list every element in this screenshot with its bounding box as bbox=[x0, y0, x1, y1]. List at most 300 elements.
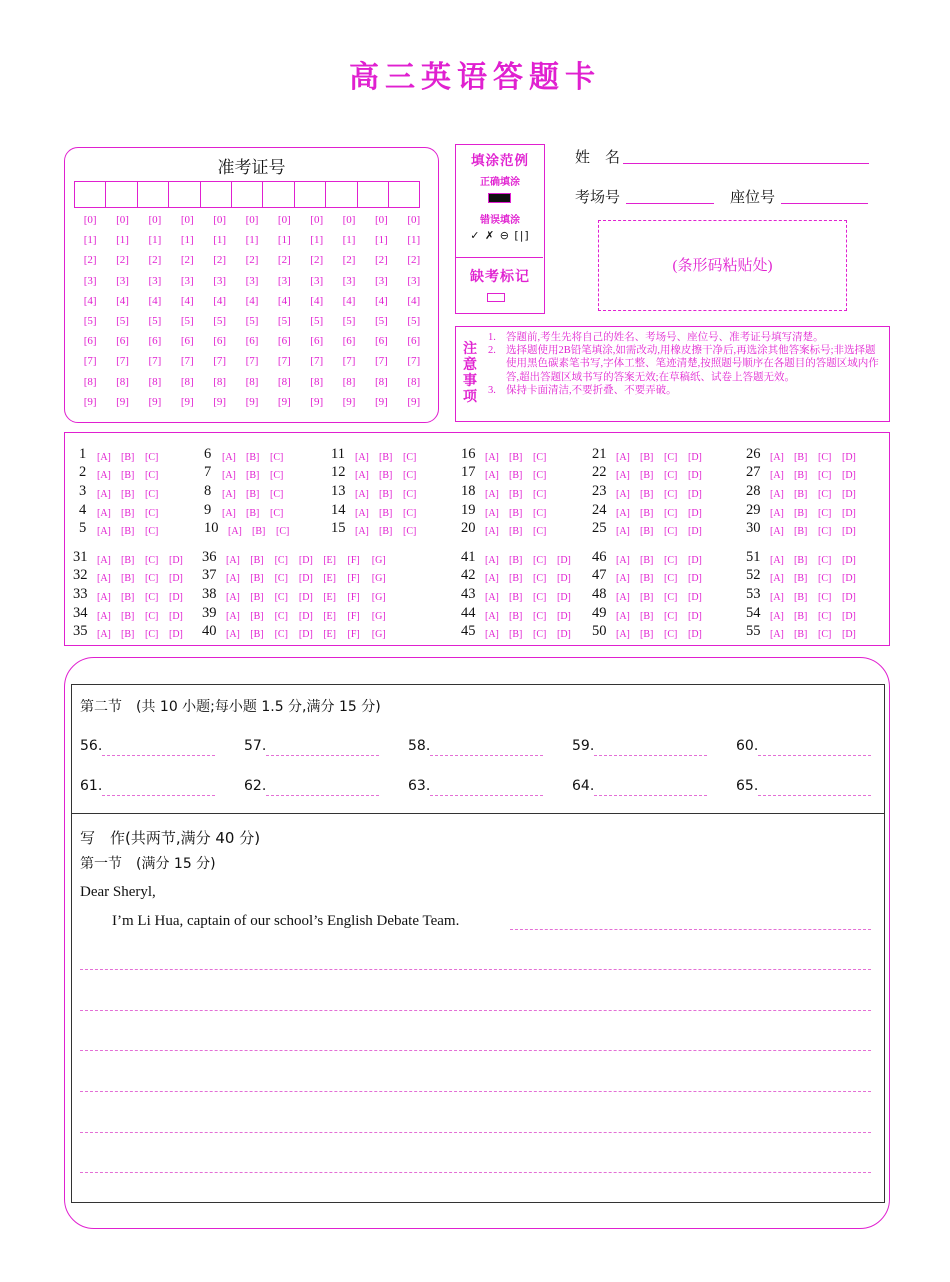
answer-bubble[interactable]: [A] bbox=[485, 489, 499, 501]
answer-bubble[interactable]: [B] bbox=[640, 489, 654, 501]
answer-bubble[interactable]: [B] bbox=[246, 507, 260, 519]
answer-bubble[interactable]: [A] bbox=[222, 470, 236, 482]
answer-bubble[interactable]: [C] bbox=[274, 629, 288, 641]
digit-bubble[interactable]: [7] bbox=[245, 355, 259, 368]
writing-line[interactable] bbox=[80, 1155, 871, 1173]
digit-bubble[interactable]: [2] bbox=[83, 254, 97, 267]
digit-bubble[interactable]: [6] bbox=[245, 335, 259, 348]
digit-bubble[interactable]: [6] bbox=[83, 335, 97, 348]
answer-bubble[interactable]: [G] bbox=[371, 573, 386, 585]
answer-bubble[interactable]: [G] bbox=[371, 610, 386, 622]
digit-bubble[interactable]: [4] bbox=[180, 294, 194, 307]
digit-bubble[interactable]: [1] bbox=[407, 234, 421, 247]
digit-bubble[interactable]: [6] bbox=[180, 335, 194, 348]
answer-bubble[interactable]: [C] bbox=[533, 451, 547, 463]
digit-bubble[interactable]: [7] bbox=[148, 355, 162, 368]
answer-bubble[interactable]: [A] bbox=[355, 526, 369, 538]
answer-bubble[interactable]: [B] bbox=[379, 507, 393, 519]
answer-bubble[interactable]: [C] bbox=[270, 470, 284, 482]
answer-bubble[interactable]: [B] bbox=[640, 507, 654, 519]
answer-bubble[interactable]: [C] bbox=[818, 451, 832, 463]
digit-bubble[interactable]: [4] bbox=[310, 294, 324, 307]
answer-bubble[interactable]: [C] bbox=[145, 470, 159, 482]
answer-bubble[interactable]: [C] bbox=[270, 451, 284, 463]
answer-bubble[interactable]: [B] bbox=[794, 592, 808, 604]
admission-id-cell[interactable] bbox=[200, 181, 232, 208]
answer-bubble[interactable]: [B] bbox=[246, 489, 260, 501]
absent-mark-box[interactable] bbox=[487, 293, 505, 302]
digit-bubble[interactable]: [1] bbox=[148, 234, 162, 247]
answer-bubble[interactable]: [D] bbox=[557, 592, 571, 604]
digit-bubble[interactable]: [8] bbox=[116, 375, 129, 388]
answer-bubble[interactable]: [C] bbox=[818, 554, 832, 566]
digit-bubble[interactable]: [5] bbox=[310, 314, 324, 327]
digit-bubble[interactable]: [2] bbox=[375, 254, 388, 267]
answer-bubble[interactable]: [B] bbox=[794, 554, 808, 566]
digit-bubble[interactable]: [0] bbox=[213, 214, 227, 226]
digit-bubble[interactable]: [5] bbox=[375, 314, 388, 327]
digit-bubble[interactable]: [1] bbox=[116, 234, 129, 247]
answer-bubble[interactable]: [D] bbox=[688, 470, 702, 482]
digit-bubble[interactable]: [0] bbox=[342, 214, 356, 226]
answer-bubble[interactable]: [D] bbox=[688, 507, 702, 519]
answer-bubble[interactable]: [B] bbox=[250, 554, 264, 566]
answer-bubble[interactable]: [B] bbox=[246, 451, 260, 463]
writing-line[interactable] bbox=[80, 1115, 871, 1133]
answer-bubble[interactable]: [C] bbox=[818, 526, 832, 538]
answer-bubble[interactable]: [A] bbox=[97, 554, 111, 566]
answer-bubble[interactable]: [C] bbox=[533, 610, 547, 622]
digit-bubble[interactable]: [6] bbox=[407, 335, 421, 348]
digit-bubble[interactable]: [8] bbox=[148, 375, 162, 388]
answer-bubble[interactable]: [C] bbox=[145, 554, 159, 566]
answer-bubble[interactable]: [A] bbox=[97, 507, 111, 519]
answer-bubble[interactable]: [B] bbox=[794, 489, 808, 501]
digit-bubble[interactable]: [4] bbox=[407, 294, 421, 307]
digit-bubble[interactable]: [0] bbox=[310, 214, 324, 226]
digit-bubble[interactable]: [8] bbox=[180, 375, 194, 388]
digit-bubble[interactable]: [6] bbox=[148, 335, 162, 348]
answer-bubble[interactable]: [B] bbox=[250, 629, 264, 641]
answer-bubble[interactable]: [D] bbox=[842, 470, 856, 482]
blank-answer-line[interactable] bbox=[758, 780, 871, 796]
answer-bubble[interactable]: [A] bbox=[616, 629, 630, 641]
answer-bubble[interactable]: [B] bbox=[246, 470, 260, 482]
answer-bubble[interactable]: [B] bbox=[121, 610, 135, 622]
digit-bubble[interactable]: [0] bbox=[148, 214, 162, 226]
answer-bubble[interactable]: [A] bbox=[226, 573, 240, 585]
answer-bubble[interactable]: [C] bbox=[274, 554, 288, 566]
answer-bubble[interactable]: [A] bbox=[616, 507, 630, 519]
answer-bubble[interactable]: [B] bbox=[509, 629, 523, 641]
digit-bubble[interactable]: [3] bbox=[277, 274, 291, 287]
answer-bubble[interactable]: [B] bbox=[379, 451, 393, 463]
seat-field[interactable] bbox=[781, 186, 868, 204]
answer-bubble[interactable]: [C] bbox=[274, 610, 288, 622]
answer-bubble[interactable]: [C] bbox=[276, 526, 290, 538]
answer-bubble[interactable]: [A] bbox=[616, 610, 630, 622]
answer-bubble[interactable]: [B] bbox=[250, 573, 264, 585]
answer-bubble[interactable]: [G] bbox=[371, 554, 386, 566]
digit-bubble[interactable]: [6] bbox=[310, 335, 324, 348]
answer-bubble[interactable]: [A] bbox=[355, 451, 369, 463]
answer-bubble[interactable]: [F] bbox=[347, 592, 360, 604]
answer-bubble[interactable]: [A] bbox=[616, 470, 630, 482]
answer-bubble[interactable]: [B] bbox=[121, 573, 135, 585]
answer-bubble[interactable]: [C] bbox=[274, 573, 288, 585]
digit-bubble[interactable]: [5] bbox=[213, 314, 227, 327]
answer-bubble[interactable]: [B] bbox=[509, 526, 523, 538]
digit-bubble[interactable]: [2] bbox=[310, 254, 324, 267]
answer-bubble[interactable]: [B] bbox=[252, 526, 266, 538]
digit-bubble[interactable]: [9] bbox=[180, 395, 194, 408]
digit-bubble[interactable]: [3] bbox=[180, 274, 194, 287]
answer-bubble[interactable]: [C] bbox=[145, 451, 159, 463]
answer-bubble[interactable]: [A] bbox=[485, 470, 499, 482]
answer-bubble[interactable]: [A] bbox=[97, 592, 111, 604]
answer-bubble[interactable]: [A] bbox=[770, 629, 784, 641]
digit-bubble[interactable]: [6] bbox=[375, 335, 388, 348]
blank-answer-line[interactable] bbox=[102, 780, 215, 796]
answer-bubble[interactable]: [E] bbox=[323, 573, 336, 585]
answer-bubble[interactable]: [B] bbox=[250, 610, 264, 622]
answer-bubble[interactable]: [A] bbox=[222, 451, 236, 463]
digit-bubble[interactable]: [5] bbox=[116, 314, 129, 327]
digit-bubble[interactable]: [7] bbox=[180, 355, 194, 368]
answer-bubble[interactable]: [C] bbox=[533, 554, 547, 566]
answer-bubble[interactable]: [B] bbox=[509, 489, 523, 501]
admission-id-cell[interactable] bbox=[168, 181, 200, 208]
answer-bubble[interactable]: [A] bbox=[770, 554, 784, 566]
answer-bubble[interactable]: [C] bbox=[664, 573, 678, 585]
answer-bubble[interactable]: [B] bbox=[794, 507, 808, 519]
answer-bubble[interactable]: [B] bbox=[509, 451, 523, 463]
answer-bubble[interactable]: [B] bbox=[794, 573, 808, 585]
digit-bubble[interactable]: [1] bbox=[83, 234, 97, 247]
answer-bubble[interactable]: [A] bbox=[616, 526, 630, 538]
digit-bubble[interactable]: [8] bbox=[213, 375, 227, 388]
answer-bubble[interactable]: [D] bbox=[298, 629, 313, 641]
answer-bubble[interactable]: [G] bbox=[371, 629, 386, 641]
answer-bubble[interactable]: [A] bbox=[616, 573, 630, 585]
digit-bubble[interactable]: [1] bbox=[342, 234, 356, 247]
answer-bubble[interactable]: [D] bbox=[688, 526, 702, 538]
answer-bubble[interactable]: [D] bbox=[298, 554, 313, 566]
answer-bubble[interactable]: [C] bbox=[533, 526, 547, 538]
answer-bubble[interactable]: [C] bbox=[664, 507, 678, 519]
answer-bubble[interactable]: [B] bbox=[640, 629, 654, 641]
digit-bubble[interactable]: [5] bbox=[83, 314, 97, 327]
digit-bubble[interactable]: [0] bbox=[407, 214, 421, 226]
answer-bubble[interactable]: [F] bbox=[347, 554, 360, 566]
digit-bubble[interactable]: [6] bbox=[342, 335, 356, 348]
digit-bubble[interactable]: [8] bbox=[277, 375, 291, 388]
answer-bubble[interactable]: [B] bbox=[640, 554, 654, 566]
digit-bubble[interactable]: [3] bbox=[375, 274, 388, 287]
digit-bubble[interactable]: [8] bbox=[83, 375, 97, 388]
answer-bubble[interactable]: [A] bbox=[770, 489, 784, 501]
answer-bubble[interactable]: [D] bbox=[557, 610, 571, 622]
digit-bubble[interactable]: [9] bbox=[342, 395, 356, 408]
answer-bubble[interactable]: [C] bbox=[533, 489, 547, 501]
admission-id-cell[interactable] bbox=[231, 181, 263, 208]
answer-bubble[interactable]: [A] bbox=[485, 629, 499, 641]
digit-bubble[interactable]: [2] bbox=[180, 254, 194, 267]
digit-bubble[interactable]: [3] bbox=[245, 274, 259, 287]
admission-id-cell[interactable] bbox=[294, 181, 326, 208]
answer-bubble[interactable]: [B] bbox=[640, 610, 654, 622]
answer-bubble[interactable]: [A] bbox=[226, 610, 240, 622]
answer-bubble[interactable]: [D] bbox=[842, 573, 856, 585]
digit-bubble[interactable]: [9] bbox=[375, 395, 388, 408]
answer-bubble[interactable]: [D] bbox=[688, 554, 702, 566]
answer-bubble[interactable]: [C] bbox=[403, 526, 417, 538]
digit-bubble[interactable]: [7] bbox=[213, 355, 227, 368]
digit-bubble[interactable]: [4] bbox=[83, 294, 97, 307]
answer-bubble[interactable]: [C] bbox=[818, 573, 832, 585]
answer-bubble[interactable]: [A] bbox=[355, 489, 369, 501]
admission-id-cell[interactable] bbox=[357, 181, 389, 208]
answer-bubble[interactable]: [D] bbox=[169, 592, 183, 604]
answer-bubble[interactable]: [B] bbox=[121, 470, 135, 482]
digit-bubble[interactable]: [7] bbox=[83, 355, 97, 368]
digit-bubble[interactable]: [9] bbox=[245, 395, 259, 408]
answer-bubble[interactable]: [C] bbox=[145, 592, 159, 604]
digit-bubble[interactable]: [3] bbox=[148, 274, 162, 287]
digit-bubble[interactable]: [5] bbox=[245, 314, 259, 327]
digit-bubble[interactable]: [2] bbox=[116, 254, 129, 267]
digit-bubble[interactable]: [7] bbox=[407, 355, 421, 368]
answer-bubble[interactable]: [A] bbox=[770, 451, 784, 463]
answer-bubble[interactable]: [A] bbox=[616, 592, 630, 604]
answer-bubble[interactable]: [D] bbox=[688, 629, 702, 641]
digit-bubble[interactable]: [0] bbox=[375, 214, 388, 226]
digit-bubble[interactable]: [2] bbox=[148, 254, 162, 267]
digit-bubble[interactable]: [7] bbox=[375, 355, 388, 368]
answer-bubble[interactable]: [D] bbox=[842, 554, 856, 566]
answer-bubble[interactable]: [B] bbox=[121, 451, 135, 463]
writing-line[interactable] bbox=[80, 993, 871, 1011]
digit-bubble[interactable]: [0] bbox=[277, 214, 291, 226]
answer-bubble[interactable]: [C] bbox=[533, 592, 547, 604]
digit-bubble[interactable]: [7] bbox=[342, 355, 356, 368]
answer-bubble[interactable]: [C] bbox=[664, 451, 678, 463]
answer-bubble[interactable]: [B] bbox=[121, 526, 135, 538]
answer-bubble[interactable]: [C] bbox=[664, 629, 678, 641]
answer-bubble[interactable]: [D] bbox=[557, 554, 571, 566]
digit-bubble[interactable]: [4] bbox=[342, 294, 356, 307]
answer-bubble[interactable]: [A] bbox=[770, 470, 784, 482]
answer-bubble[interactable]: [A] bbox=[485, 610, 499, 622]
answer-bubble[interactable]: [A] bbox=[97, 470, 111, 482]
digit-bubble[interactable]: [1] bbox=[213, 234, 227, 247]
digit-bubble[interactable]: [9] bbox=[277, 395, 291, 408]
writing-line[interactable] bbox=[510, 912, 871, 930]
digit-bubble[interactable]: [5] bbox=[407, 314, 421, 327]
admission-id-cell[interactable] bbox=[105, 181, 137, 208]
answer-bubble[interactable]: [B] bbox=[121, 507, 135, 519]
digit-bubble[interactable]: [1] bbox=[375, 234, 388, 247]
answer-bubble[interactable]: [D] bbox=[842, 629, 856, 641]
answer-bubble[interactable]: [D] bbox=[298, 610, 313, 622]
digit-bubble[interactable]: [2] bbox=[407, 254, 421, 267]
digit-bubble[interactable]: [0] bbox=[116, 214, 129, 226]
answer-bubble[interactable]: [A] bbox=[485, 507, 499, 519]
answer-bubble[interactable]: [B] bbox=[794, 526, 808, 538]
answer-bubble[interactable]: [D] bbox=[169, 554, 183, 566]
answer-bubble[interactable]: [C] bbox=[403, 470, 417, 482]
answer-bubble[interactable]: [D] bbox=[842, 526, 856, 538]
digit-bubble[interactable]: [2] bbox=[342, 254, 356, 267]
answer-bubble[interactable]: [B] bbox=[794, 629, 808, 641]
answer-bubble[interactable]: [A] bbox=[228, 526, 242, 538]
answer-bubble[interactable]: [D] bbox=[688, 610, 702, 622]
answer-bubble[interactable]: [D] bbox=[557, 573, 571, 585]
answer-bubble[interactable]: [B] bbox=[640, 451, 654, 463]
answer-bubble[interactable]: [B] bbox=[121, 489, 135, 501]
blank-answer-line[interactable] bbox=[102, 740, 215, 756]
answer-bubble[interactable]: [E] bbox=[323, 554, 336, 566]
digit-bubble[interactable]: [9] bbox=[83, 395, 97, 408]
digit-bubble[interactable]: [4] bbox=[277, 294, 291, 307]
answer-bubble[interactable]: [C] bbox=[818, 470, 832, 482]
digit-bubble[interactable]: [9] bbox=[310, 395, 324, 408]
answer-bubble[interactable]: [B] bbox=[640, 573, 654, 585]
blank-answer-line[interactable] bbox=[430, 780, 543, 796]
answer-bubble[interactable]: [C] bbox=[403, 507, 417, 519]
digit-bubble[interactable]: [3] bbox=[83, 274, 97, 287]
answer-bubble[interactable]: [C] bbox=[403, 489, 417, 501]
digit-bubble[interactable]: [8] bbox=[375, 375, 388, 388]
digit-bubble[interactable]: [5] bbox=[148, 314, 162, 327]
answer-bubble[interactable]: [A] bbox=[616, 451, 630, 463]
answer-bubble[interactable]: [C] bbox=[818, 610, 832, 622]
answer-bubble[interactable]: [F] bbox=[347, 573, 360, 585]
admission-id-cell[interactable] bbox=[262, 181, 294, 208]
digit-bubble[interactable]: [2] bbox=[213, 254, 227, 267]
answer-bubble[interactable]: [B] bbox=[121, 592, 135, 604]
answer-bubble[interactable]: [A] bbox=[770, 507, 784, 519]
digit-bubble[interactable]: [9] bbox=[407, 395, 421, 408]
writing-line[interactable] bbox=[80, 1033, 871, 1051]
answer-bubble[interactable]: [A] bbox=[355, 507, 369, 519]
answer-bubble[interactable]: [D] bbox=[842, 610, 856, 622]
answer-bubble[interactable]: [A] bbox=[485, 573, 499, 585]
writing-line[interactable] bbox=[80, 952, 871, 970]
digit-bubble[interactable]: [1] bbox=[245, 234, 259, 247]
answer-bubble[interactable]: [D] bbox=[298, 592, 313, 604]
answer-bubble[interactable]: [E] bbox=[323, 629, 336, 641]
answer-bubble[interactable]: [D] bbox=[688, 573, 702, 585]
answer-bubble[interactable]: [C] bbox=[270, 489, 284, 501]
digit-bubble[interactable]: [3] bbox=[116, 274, 129, 287]
answer-bubble[interactable]: [A] bbox=[97, 610, 111, 622]
answer-bubble[interactable]: [C] bbox=[145, 610, 159, 622]
answer-bubble[interactable]: [C] bbox=[818, 629, 832, 641]
admission-id-cell[interactable] bbox=[388, 181, 420, 208]
answer-bubble[interactable]: [C] bbox=[818, 507, 832, 519]
digit-bubble[interactable]: [0] bbox=[83, 214, 97, 226]
answer-bubble[interactable]: [A] bbox=[97, 629, 111, 641]
answer-bubble[interactable]: [C] bbox=[145, 489, 159, 501]
digit-bubble[interactable]: [4] bbox=[245, 294, 259, 307]
digit-bubble[interactable]: [5] bbox=[342, 314, 356, 327]
answer-bubble[interactable]: [A] bbox=[97, 526, 111, 538]
exam-room-field[interactable] bbox=[626, 186, 714, 204]
answer-bubble[interactable]: [A] bbox=[770, 610, 784, 622]
answer-bubble[interactable]: [C] bbox=[145, 573, 159, 585]
digit-bubble[interactable]: [8] bbox=[245, 375, 259, 388]
admission-id-cell[interactable] bbox=[74, 181, 106, 208]
answer-bubble[interactable]: [A] bbox=[355, 470, 369, 482]
answer-bubble[interactable]: [C] bbox=[145, 507, 159, 519]
answer-bubble[interactable]: [C] bbox=[818, 489, 832, 501]
digit-bubble[interactable]: [9] bbox=[116, 395, 129, 408]
answer-bubble[interactable]: [B] bbox=[121, 629, 135, 641]
answer-bubble[interactable]: [A] bbox=[616, 489, 630, 501]
answer-bubble[interactable]: [C] bbox=[664, 489, 678, 501]
digit-bubble[interactable]: [7] bbox=[310, 355, 324, 368]
answer-bubble[interactable]: [C] bbox=[403, 451, 417, 463]
answer-bubble[interactable]: [B] bbox=[379, 489, 393, 501]
answer-bubble[interactable]: [C] bbox=[270, 507, 284, 519]
answer-bubble[interactable]: [C] bbox=[533, 573, 547, 585]
digit-bubble[interactable]: [6] bbox=[277, 335, 291, 348]
blank-answer-line[interactable] bbox=[430, 740, 543, 756]
digit-bubble[interactable]: [6] bbox=[213, 335, 227, 348]
answer-bubble[interactable]: [D] bbox=[169, 573, 183, 585]
answer-bubble[interactable]: [A] bbox=[770, 592, 784, 604]
answer-bubble[interactable]: [A] bbox=[616, 554, 630, 566]
digit-bubble[interactable]: [5] bbox=[180, 314, 194, 327]
admission-id-write-cells[interactable] bbox=[74, 181, 419, 208]
digit-bubble[interactable]: [0] bbox=[245, 214, 259, 226]
digit-bubble[interactable]: [9] bbox=[148, 395, 162, 408]
answer-bubble[interactable]: [C] bbox=[533, 629, 547, 641]
answer-bubble[interactable]: [C] bbox=[664, 554, 678, 566]
admission-id-cell[interactable] bbox=[137, 181, 169, 208]
digit-bubble[interactable]: [8] bbox=[310, 375, 324, 388]
answer-bubble[interactable]: [B] bbox=[250, 592, 264, 604]
answer-bubble[interactable]: [B] bbox=[509, 507, 523, 519]
answer-bubble[interactable]: [A] bbox=[485, 526, 499, 538]
blank-answer-line[interactable] bbox=[266, 740, 379, 756]
answer-bubble[interactable]: [B] bbox=[379, 526, 393, 538]
digit-bubble[interactable]: [8] bbox=[342, 375, 356, 388]
answer-bubble[interactable]: [B] bbox=[509, 470, 523, 482]
digit-bubble[interactable]: [3] bbox=[310, 274, 324, 287]
digit-bubble[interactable]: [7] bbox=[277, 355, 291, 368]
blank-answer-line[interactable] bbox=[266, 780, 379, 796]
answer-bubble[interactable]: [B] bbox=[121, 554, 135, 566]
digit-bubble[interactable]: [1] bbox=[277, 234, 291, 247]
digit-bubble[interactable]: [2] bbox=[245, 254, 259, 267]
answer-bubble[interactable]: [A] bbox=[226, 592, 240, 604]
answer-bubble[interactable]: [A] bbox=[226, 629, 240, 641]
answer-bubble[interactable]: [B] bbox=[509, 554, 523, 566]
answer-bubble[interactable]: [B] bbox=[509, 592, 523, 604]
answer-bubble[interactable]: [A] bbox=[770, 526, 784, 538]
digit-bubble[interactable]: [8] bbox=[407, 375, 421, 388]
answer-bubble[interactable]: [C] bbox=[818, 592, 832, 604]
answer-bubble[interactable]: [E] bbox=[323, 610, 336, 622]
answer-bubble[interactable]: [D] bbox=[688, 592, 702, 604]
answer-bubble[interactable]: [C] bbox=[145, 526, 159, 538]
answer-bubble[interactable]: [A] bbox=[222, 489, 236, 501]
answer-bubble[interactable]: [A] bbox=[485, 451, 499, 463]
answer-bubble[interactable]: [B] bbox=[509, 573, 523, 585]
answer-bubble[interactable]: [B] bbox=[794, 451, 808, 463]
